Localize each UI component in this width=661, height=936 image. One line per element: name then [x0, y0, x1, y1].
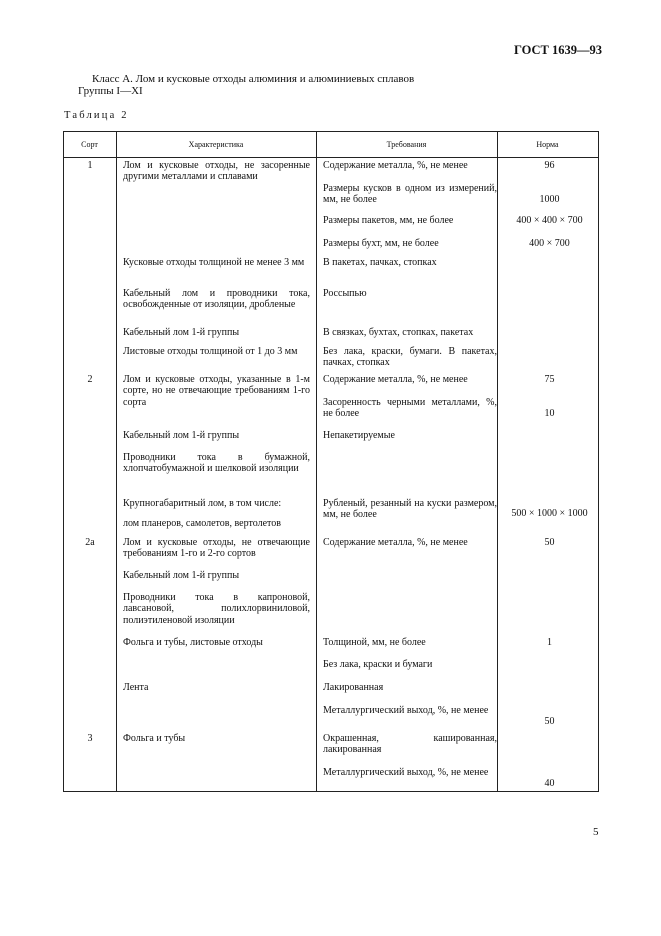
characteristic-cell: Фольга и тубы [123, 733, 186, 744]
requirement-cell: Содержание металла, %, не менее [323, 374, 468, 385]
characteristic-cell: Крупногабаритный лом, в том числе: [123, 498, 282, 509]
norm-value: 40 [544, 778, 555, 789]
requirement-cell: Лакированная [323, 682, 384, 693]
requirements-table [63, 131, 599, 792]
sort-value: 2а [85, 537, 95, 548]
class-title: Класс А. Лом и кусковые отходы алюминия и алюминиевых сплавов [92, 73, 415, 85]
table-border-left [63, 131, 64, 792]
requirement-cell: Металлургический выход, %, не менее [323, 705, 489, 716]
header-divider [63, 157, 599, 158]
characteristic-cell: Проводники тока в бумажной, хлопчатобумажной и шелковой изоляции [123, 452, 310, 475]
document-code: ГОСТ 1639—93 [514, 43, 603, 57]
characteristic-cell: Листовые отходы толщиной от 1 до 3 мм [123, 346, 298, 357]
characteristic-cell: Лом и кусковые отходы, указанные в 1-м сорте, но не отвечающие требованиям 1-го сорта [123, 374, 310, 408]
requirement-cell: Без лака, краски и бумаги [323, 659, 433, 670]
characteristic-cell: Лом и кусковые отходы, не отвечающие требованиям 1-го и 2-го сортов [123, 537, 310, 560]
sort-value: 2 [87, 374, 93, 385]
requirement-cell: Содержание металла, %, не менее [323, 537, 468, 548]
requirement-cell: Россыпью [323, 288, 367, 299]
norm-value: 500 × 1000 × 1000 [511, 508, 588, 519]
header-requirements: Требования [386, 139, 427, 149]
norm-value: 10 [544, 408, 555, 419]
header-characteristic: Характеристика [188, 139, 244, 149]
characteristic-cell: Лом и кусковые отходы, не засоренные другими металлами и сплавами [123, 160, 310, 183]
header-norm: Норма [536, 139, 559, 149]
characteristic-cell: Кусковые отходы толщиной не менее 3 мм [123, 257, 305, 268]
page-number: 5 [593, 826, 599, 838]
characteristic-cell: Проводники тока в капроновой, лавсановой, полихлорвиниловой, полиэтиленовой изоляции [123, 592, 310, 626]
requirement-cell: Размеры бухт, мм, не более [323, 238, 439, 249]
requirement-cell: Размеры пакетов, мм, не более [323, 215, 454, 226]
requirement-cell: Рубленый, резанный на куски размером, мм, не более [323, 498, 497, 521]
norm-value: 96 [544, 160, 555, 171]
table-border-bottom [63, 791, 599, 792]
norm-value: 1 [547, 637, 552, 648]
table-border-right [598, 131, 599, 792]
norm-value: 400 × 400 × 700 [516, 215, 583, 226]
table-caption: Таблица 2 [64, 110, 129, 121]
requirement-cell: Непакетируемые [323, 430, 395, 441]
sort-value: 3 [87, 733, 93, 744]
requirement-cell: Содержание металла, %, не менее [323, 160, 468, 171]
characteristic-cell: лом планеров, самолетов, вертолетов [123, 518, 281, 529]
requirement-cell: В связках, бухтах, стопках, пакетах [323, 327, 474, 338]
requirement-cell: Металлургический выход, %, не менее [323, 767, 489, 778]
groups-title: Группы I—XI [78, 85, 143, 97]
sort-value: 1 [87, 160, 93, 171]
requirement-cell: В пакетах, пачках, стопках [323, 257, 437, 268]
column-divider [497, 131, 498, 792]
characteristic-cell: Кабельный лом 1-й группы [123, 327, 240, 338]
requirement-cell: Размеры кусков в одном из измерений, мм, не более [323, 183, 497, 206]
requirement-cell: Без лака, краски, бумаги. В пакетах, пачках, стопках [323, 346, 497, 369]
characteristic-cell: Кабельный лом 1-й группы [123, 570, 240, 581]
characteristic-cell: Лента [123, 682, 149, 693]
requirement-cell: Окрашенная, кашированная, лакированная [323, 733, 497, 756]
norm-value: 1000 [539, 194, 560, 205]
norm-value: 400 × 700 [529, 238, 570, 249]
column-divider [116, 131, 117, 792]
characteristic-cell: Кабельный лом и проводники тока, освобожденные от изоляции, дробленые [123, 288, 310, 311]
header-sort: Сорт [81, 139, 98, 149]
norm-value: 50 [544, 716, 555, 727]
characteristic-cell: Фольга и тубы, листовые отходы [123, 637, 263, 648]
norm-value: 75 [544, 374, 555, 385]
requirement-cell: Толщиной, мм, не более [323, 637, 426, 648]
norm-value: 50 [544, 537, 555, 548]
requirement-cell: Засоренность черными металлами, %, не более [323, 397, 497, 420]
column-divider [316, 131, 317, 792]
characteristic-cell: Кабельный лом 1-й группы [123, 430, 240, 441]
